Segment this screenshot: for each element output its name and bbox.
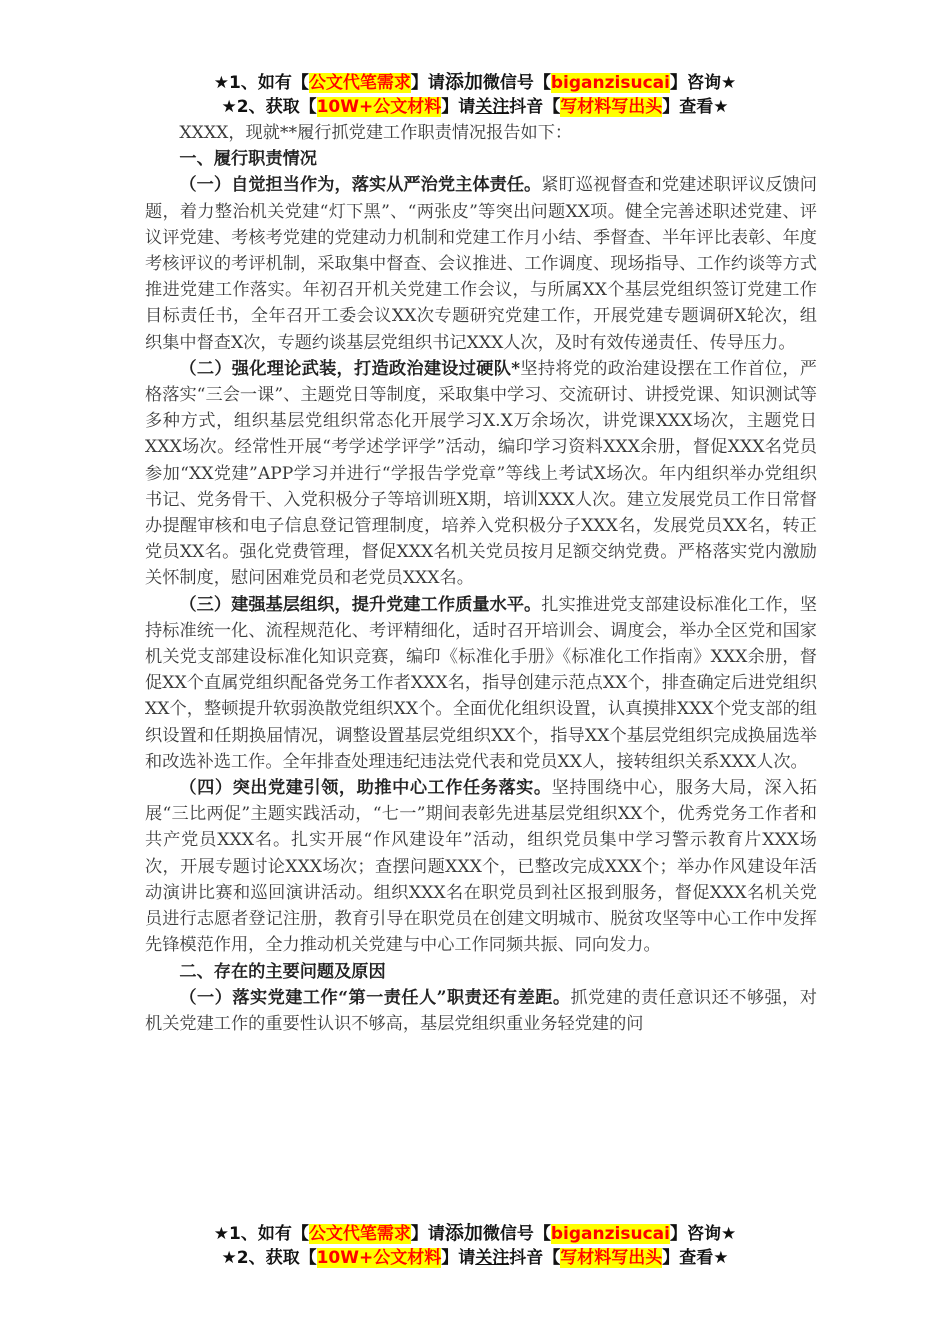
promo-highlight: biganzisucai bbox=[550, 73, 670, 93]
paragraph-lead: （一）落实党建工作“第一责任人”职责还有差距。 bbox=[179, 987, 571, 1008]
promo-text: 抖音【 bbox=[509, 97, 561, 117]
promo-text: 】请 bbox=[410, 73, 445, 93]
promo-emphasis: 添加 bbox=[444, 1222, 483, 1244]
paragraph-text: 坚持将党的政治建设摆在工作首位，严格落实“三会一课”、主题党日等制度，采取集中学习、交流研讨、讲授党课、知识测试等多种方式，组织基层党组织常态化开展学习X.X万余场次，讲党课XXX场次，主题党日XXX场次。经常性开展“考学述学评学”活动，编印学习资料XXX余册，督促XXX名党员参加“XX党建”APP学习并进行“学报告学党章”等线上考试X场次。年内组织举办党组织书记、党务骨干、入党积极分子等培训班X期，培训XXX人次。建立发展党员工作日常督办提醒审核和电子信息登记管理制度，培养入党积极分子XXX名，发展党员XX名，转正党员XX名。强化党费管理，督促XXX名机关党员按月足额交纳党费。严格落实党内激励关怀制度，慰问困难党员和老党员XXX名。 bbox=[145, 358, 817, 589]
promo-text: 】咨询★ bbox=[669, 73, 737, 93]
promo-highlight: biganzisucai bbox=[550, 1224, 670, 1244]
promo-text: 】咨询★ bbox=[669, 1224, 737, 1244]
promo-highlight: 10W+公文材料 bbox=[316, 97, 442, 117]
paragraph-lead: （一）自觉担当作为，落实从严治党主体责任。 bbox=[179, 175, 542, 196]
paragraph-text: 扎实推进党支部建设标准化工作，坚持标准统一化、流程规范化、考评精细化，适时召开培训会、调度会，举办全区党和国家机关党支部建设标准化知识竞赛，编印《标准化手册》《标准化工作指南》XXX余册，督促XX个直属党组织配备党务工作者XXX名，指导创建示范点XX个，排查确定后进党组织XX个，整顿提升软弱涣散党组织XX个。全面优化组织设置，认真摸排XXX个党支部的组织设置和任期换届情况，调整设置基层党组织XX个，指导XX个基层党组织完成换届选举和改选补选工作。全年排查处理违纪违法党代表和党员XX人，接转组织关系XXX人次。 bbox=[145, 594, 817, 772]
promo-highlight: 写材料写出头 bbox=[560, 97, 663, 117]
promo-highlight: 10W+公文材料 bbox=[316, 1248, 442, 1268]
promo-text: ★1、如有【 bbox=[213, 73, 309, 93]
paragraph-1 bbox=[145, 172, 817, 355]
promo-emphasis: 关注 bbox=[475, 1248, 510, 1268]
paragraph-3 bbox=[145, 592, 817, 775]
promo-text: ★2、获取【 bbox=[221, 1248, 317, 1268]
paragraph-lead: （四）突出党建引领，助推中心工作任务落实。 bbox=[179, 778, 552, 799]
intro-paragraph: XXXX，现就**履行抓党建工作职责情况报告如下： bbox=[179, 123, 573, 143]
promo-line-1-footer bbox=[0, 1222, 950, 1245]
promo-emphasis: 添加 bbox=[444, 71, 483, 93]
document-body bbox=[145, 120, 817, 1037]
promo-text: 】查看★ bbox=[662, 1248, 729, 1268]
promo-text: 微信号【 bbox=[482, 1224, 551, 1244]
promo-line-2-footer bbox=[0, 1247, 950, 1269]
promo-highlight: 公文代笔需求 bbox=[308, 1224, 411, 1244]
promo-text: 】请 bbox=[441, 1248, 476, 1268]
section-heading-1: 一、履行职责情况 bbox=[179, 149, 317, 170]
promo-text: ★2、获取【 bbox=[221, 97, 317, 117]
paragraph-text: 抓党建的责任意识还不够强，对机关党建工作的重要性认识不够高，基层党组织重业务轻党建的问 bbox=[145, 987, 817, 1034]
paragraph-2 bbox=[145, 356, 817, 592]
section-heading-2: 二、存在的主要问题及原因 bbox=[179, 961, 386, 982]
promo-line-1 bbox=[0, 71, 950, 94]
paragraph-text: 紧盯巡视督查和党建述职评议反馈问题，着力整治机关党建“灯下黑”、“两张皮”等突出问题XX项。健全完善述职述党建、评议评党建、考核考党建的党建动力机制和党建工作月小结、季督查、半年评比表彰、年度考核评议的考评机制，采取集中督查、会议推进、工作调度、现场指导、工作约谈等方式推进党建工作落实。年初召开机关党建工作会议，与所属XX个基层党组织签订党建工作目标责任书，全年召开工委会议XX次专题研究党建工作，开展党建专题调研X轮次，组织集中督查X次，专题约谈基层党组织书记XXX人次，及时有效传递责任、传导压力。 bbox=[145, 175, 817, 353]
paragraph-5 bbox=[145, 985, 817, 1037]
promo-text: 】请 bbox=[441, 97, 476, 117]
promo-highlight: 写材料写出头 bbox=[560, 1248, 663, 1268]
paragraph-lead: （二）强化理论武装，打造政治建设过硬队* bbox=[179, 358, 521, 379]
promo-emphasis: 关注 bbox=[475, 97, 510, 117]
promo-text: ★1、如有【 bbox=[213, 1224, 309, 1244]
promo-line-2 bbox=[0, 96, 950, 118]
paragraph-text: 坚持围绕中心，服务大局，深入拓展“三比两促”主题实践活动，“七一”期间表彰先进基层党组织XX个，优秀党务工作者和共产党员XXX名。扎实开展“作风建设年”活动，组织党员集中学习警示教育片XXX场次，开展专题讨论XXX场次；查摆问题XXX个，已整改完成XXX个；举办作风建设年活动演讲比赛和巡回演讲活动。组织XXX名在职党员到社区报到服务，督促XXX名机关党员进行志愿者登记注册，教育引导在职党员在创建文明城市、脱贫攻坚等中心工作中发挥先锋模范作用，全力推动机关党建与中心工作同频共振、同向发力。 bbox=[145, 778, 817, 956]
paragraph-lead: （三）建强基层组织，提升党建工作质量水平。 bbox=[179, 594, 542, 615]
promo-text: 微信号【 bbox=[482, 73, 551, 93]
paragraph-4 bbox=[145, 775, 817, 958]
promo-text: 抖音【 bbox=[509, 1248, 561, 1268]
promo-text: 】查看★ bbox=[662, 97, 729, 117]
promo-text: 】请 bbox=[410, 1224, 445, 1244]
promo-highlight: 公文代笔需求 bbox=[308, 73, 411, 93]
